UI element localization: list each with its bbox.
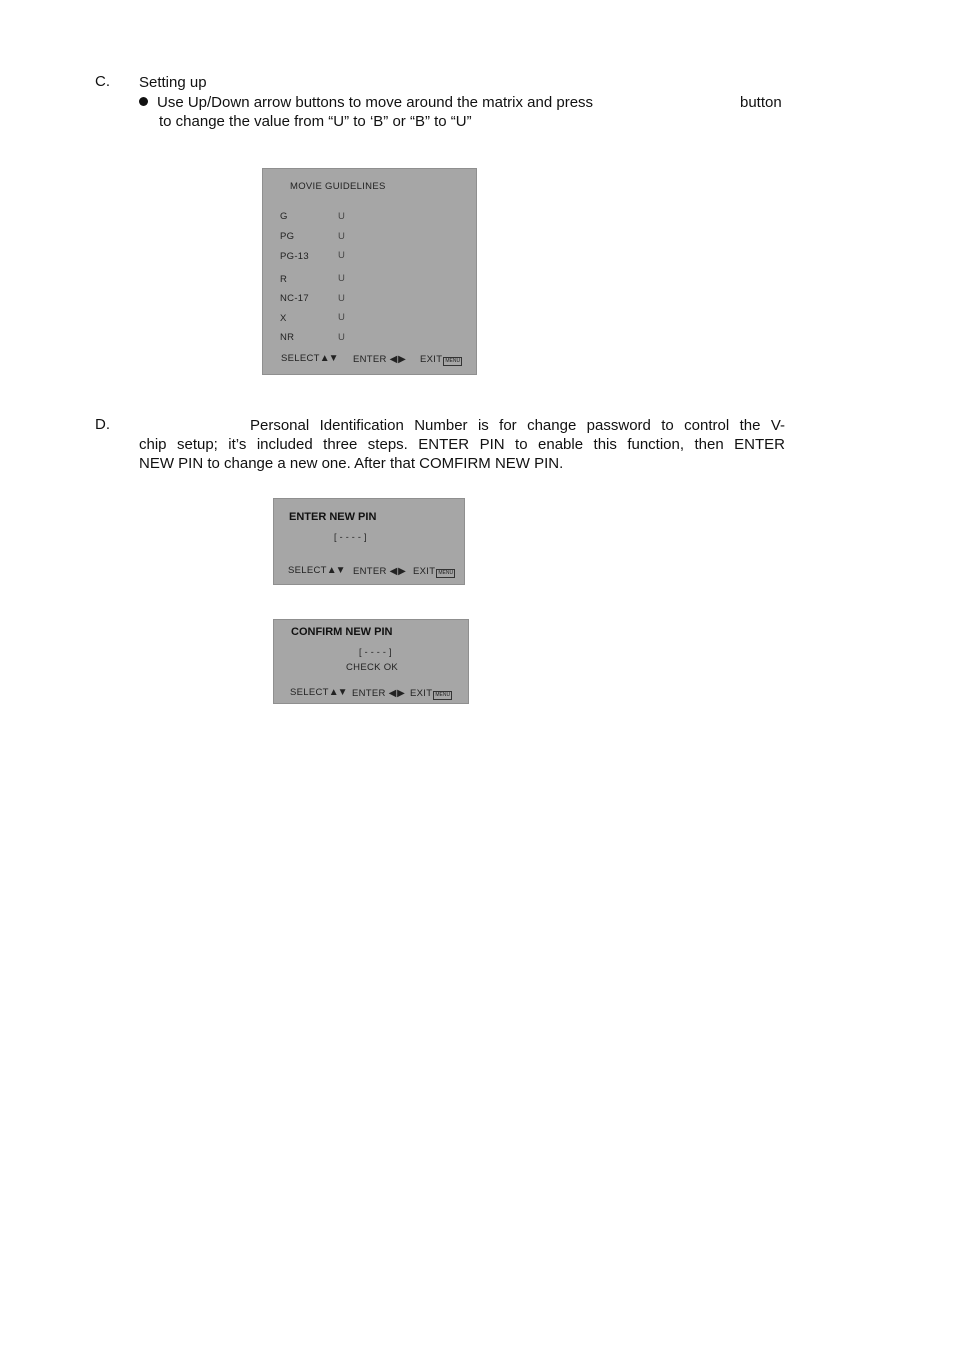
rating-label: PG: [280, 231, 295, 242]
pin-input[interactable]: [ - - - - ]: [334, 532, 367, 542]
enter-hint: [353, 566, 405, 577]
exit-hint: [410, 688, 452, 700]
section-d-line1: Personal Identification Number is for change password to control the V-: [250, 417, 785, 434]
osd-title: CONFIRM NEW PIN: [291, 626, 393, 638]
menu-key-icon: MENU: [445, 358, 461, 364]
rating-label: NC-17: [280, 293, 309, 304]
enter-hint: [353, 354, 405, 365]
up-down-arrow-icon: ▲▼: [328, 687, 347, 698]
rating-value[interactable]: U: [338, 332, 346, 343]
section-c-title: Setting up: [139, 74, 207, 91]
up-down-arrow-icon: ▲▼: [326, 565, 345, 576]
exit-hint: [420, 354, 462, 366]
rating-value[interactable]: U: [338, 231, 346, 242]
check-status: CHECK OK: [346, 662, 399, 673]
left-right-arrow-icon: ◀ ▶: [388, 688, 404, 699]
section-d-label: D.: [95, 416, 110, 433]
up-down-arrow-icon: ▲▼: [319, 353, 338, 364]
menu-key-icon: MENU: [435, 692, 451, 698]
section-d-line3: NEW PIN to change a new one. After that COMFIRM NEW PIN.: [139, 455, 564, 472]
select-label: SELECT: [288, 565, 327, 576]
section-d-line2: chip setup; it’s included three steps. ENTER PIN to enable this function, then ENTER: [139, 436, 785, 453]
rating-label: R: [280, 274, 288, 285]
left-right-arrow-icon: ◀ ▶: [389, 566, 405, 577]
select-label: SELECT: [290, 687, 329, 698]
rating-label: G: [280, 211, 288, 222]
osd-title: ENTER NEW PIN: [289, 511, 377, 523]
bullet-text-part1: Use Up/Down arrow buttons to move around the matrix and press: [157, 94, 594, 111]
rating-value[interactable]: U: [338, 250, 346, 261]
enter-hint: [352, 688, 404, 699]
osd-footer: [281, 353, 338, 364]
rating-value[interactable]: U: [338, 312, 346, 323]
exit-label: EXIT: [413, 566, 436, 577]
exit-hint: [413, 566, 455, 578]
confirm-new-pin-osd: [273, 619, 469, 704]
section-c-label: C.: [95, 73, 110, 90]
rating-value[interactable]: U: [338, 293, 346, 304]
osd-footer: [288, 565, 345, 576]
rating-label: PG-13: [280, 251, 309, 262]
osd-footer: [290, 687, 347, 698]
bullet-icon: [139, 97, 148, 106]
enter-label: ENTER: [353, 354, 387, 365]
select-label: SELECT: [281, 353, 320, 364]
section-c-bullet-line2: to change the value from “U” to ‘B” or “B” to “U”: [159, 113, 472, 130]
osd-title: MOVIE GUIDELINES: [290, 181, 386, 192]
enter-label: ENTER: [353, 566, 387, 577]
rating-label: X: [280, 313, 287, 324]
rating-value[interactable]: U: [338, 211, 346, 222]
left-right-arrow-icon: ◀ ▶: [389, 354, 405, 365]
menu-key-icon: MENU: [438, 570, 454, 576]
exit-label: EXIT: [410, 688, 433, 699]
rating-value[interactable]: U: [338, 273, 346, 284]
movie-guidelines-osd: [262, 168, 477, 375]
enter-label: ENTER: [352, 688, 386, 699]
section-c-bullet: [139, 93, 785, 112]
pin-input[interactable]: [ - - - - ]: [359, 647, 392, 657]
exit-label: EXIT: [420, 354, 443, 365]
bullet-text-part2: button: [740, 94, 782, 111]
enter-new-pin-osd: [273, 498, 465, 585]
rating-label: NR: [280, 332, 295, 343]
